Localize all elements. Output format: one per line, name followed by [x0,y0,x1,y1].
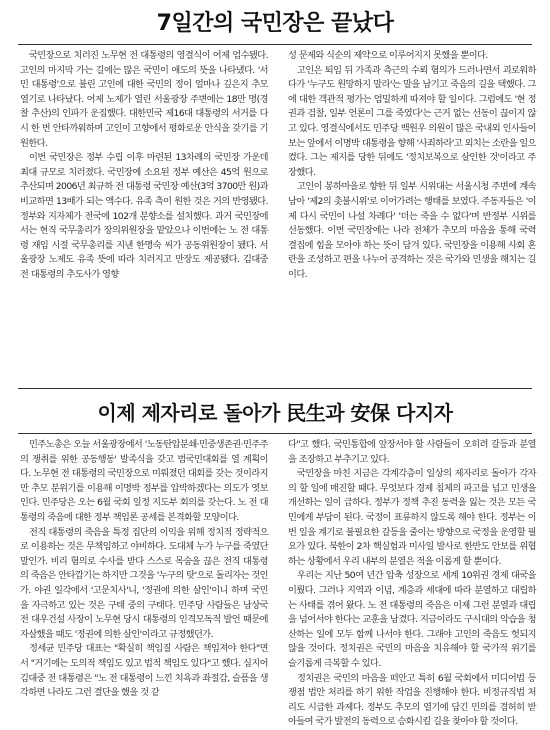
paragraph: 국민장으로 치러진 노무현 전 대통령의 영결식이 어제 엄수됐다. 고인의 마지막 가는 길에는 많은 국민이 애도의 뜻을 나타냈다. '서민 대통령'으로 불린 고인에 대한 국민의 정이 얼마나 깊은지 추모 열기로 나타났다. 어제 노제가 열린 서울광장 주변에는 18만 명(경찰 추산)의 인파가 운집했다. 대한민국 제16대 대통령의 서거를 다시 한 번 안타까워하며 고인이 고향에서 평화로운 안식을 갖기를 기원한다. [20,50,268,149]
section-divider [18,388,532,389]
article1-column-right [288,49,536,377]
headline-bottom: 이제 제자리로 돌아가 民生과 安保 다지자 [97,401,453,425]
paragraph: 정세균 민주당 대표는 "확실히 책임질 사람은 책임져야 한다"면서 "거기에는 도의적 책임도 있고 법적 책임도 있다"고 했다. 심지어 김대중 전 대통령은 "노 전 대통령이 느낀 치욕과 좌절감, 슬픔을 생각하면 나라도 그런 결단을 했을 것 같 [20,643,268,699]
headline-top: 7일간의 국민장은 끝났다 [156,11,394,36]
paragraph: 우리는 지난 50여 년간 압축 성장으로 세계 10위권 경제 대국을 이뤘다. 그러나 지역과 이념, 계층과 세대에 따라 분열하고 대립하는 사태를 겪어 왔다. 노 전 대통령의 죽음은 이제 그런 분열과 대립을 넘어서야 한다는 교훈을 남겼다. 지금이라도 구시대의 악습을 청산하는 일에 모두 함께 나서야 한다. 그래야 고인의 죽음도 헛되지 않을 것이다. 정치권은 국민의 마음을 치유해야 할 국가적 위기를 슬기롭게 극복할 수 있다. [288,570,536,669]
paragraph: 정치권은 국민의 마음을 떠안고 특히 6월 국회에서 미디어법 등 쟁점 법안 처리를 하기 위한 작업을 진행해야 한다. 비정규직법 처리도 시급한 과제다. 정부도 추모의 열기에 담긴 민의를 겸허히 받아들여 국가 발전의 동력으로 승화시킬 길을 찾아야 할 것이다. [288,672,536,728]
paragraph: 국민장을 마친 지금은 각계각층이 일상의 제자리로 돌아가 각자의 할 일에 매진할 때다. 무엇보다 경제 침체의 파고를 넘고 민생을 개선하는 일이 급하다. 정부가 정책 추진 동력을 잃는 것은 모든 국민에게 부담이 된다. 국정이 표류하지 않도록 해야 한다. 정부는 이번 일을 계기로 불필요한 갈등을 줄이는 방향으로 국정을 운영할 필요가 있다. 북한이 2차 핵실험과 미사일 발사로 한반도 안보를 위협하는 상황에서 우리 내부의 분열은 적을 이롭게 할 뿐이다. [288,468,536,567]
rule-bottom [18,433,532,434]
paragraph: 성 문제와 식순의 제약으로 이루어지지 못했을 뿐이다. [288,50,488,61]
paragraph: 다"고 했다. 국민통합에 앞장서야 할 사람들이 오히려 갈등과 분열을 조장하고 부추기고 있다. [288,439,536,465]
paragraph: 전직 대통령의 죽음을 특정 집단의 이익을 위해 정치적 정략적으로 이용하는 것은 무책임하고 야비하다. 도대체 누가 누구를 죽였단 말인가. 비리 혐의로 수사를 받다 스스로 목숨을 끊은 전직 대통령의 죽음은 안타깝기는 하지만 그것을 '누구의 탓'으로 돌리자는 것인가. 야권 일각에서 '고문치사'니, '정권에 의한 살인'이니 하며 국민을 자극하고 있는 것은 구태 중의 구태다. 민주당 사람들은 남상국 전 대우건설 사장이 노무현 당시 대통령의 인격모독적 발언 때문에 자살했을 때도 '정권에 의한 살인'이라고 규정했던가. [20,526,268,640]
article2-column-right [288,438,536,728]
article2-column-left [20,438,268,699]
paragraph: 민주노총은 오늘 서울광장에서 '노동탄압분쇄·민중생존권·민주주의 쟁취를 위한 공동행동' 발족식을 갖고 범국민대회를 열 계획이다. 노무현 전 대통령의 국민장으로 미뤄졌던 대회를 갖는 것이라지만 추모 분위기를 이용해 이명박 정부를 압박하겠다는 의도가 엿보인다. 민주당은 오는 6월 국회 일정 지도부 회의를 갖는다. 노 전 대통령의 죽음에 대한 정부 책임론 공세를 본격화할 모양이다. [20,439,268,523]
paragraph: 이번 국민장은 정부 수립 이후 마련된 13차례의 국민장 가운데 최대 규모로 치러졌다. 국민장에 소요된 정부 예산은 45억 원으로 추산되며 2006년 최규하 전 대통령 국민장 예산(3억 3700만 원)과 비교하면 13배가 되는 액수다. 유족 측이 원한 것은 거의 반영됐다. 정부와 지자체가 전국에 102개 분향소를 설치했다. 과거 국민장에서는 현직 국무총리가 장의위원장을 맡았으나 이번에는 노 전 대통령 재임 시절 국무총리를 지낸 한명숙 씨가 공동위원장이 됐다. 서울광장 노제도 유족 뜻에 따라 치러지고 만장도 제공됐다. 김대중 전 대통령의 추도사가 영향 [20,152,268,280]
rule-top [18,44,532,45]
paragraph: 고인은 퇴임 뒤 가족과 측근의 수뢰 혐의가 드러나면서 괴로워하다가 '누구도 원망하지 말라'는 말을 남기고 죽음의 길을 택했다. 그에 대한 객관적 평가는 엄밀하게 따져야 할 일이다. 그럼에도 '현 정권과 검찰, 일부 언론이 그를 죽였다'는 근거 없는 선동이 끊이지 않고 있다. 영결식에서도 민주당 백원우 의원이 많은 국내외 인사들이 보는 앞에서 이명박 대통령을 향해 '사죄하라'고 외치는 소란을 일으켰다. 그는 제지를 당한 뒤에도 '정치보복으로 살인한 것'이라고 주장했다. [288,64,536,178]
paragraph: 고인이 봉하마을로 향한 뒤 일부 시위대는 서울시청 주변에 계속 남아 '제2의 촛불시위'로 이어가려는 행태를 보였다. 주동자들은 '이제 다시 국민이 나설 차례다' '더는 죽을 수 없다'며 반정부 시위를 선동했다. 이번 국민장에는 나라 전체가 추모의 마음을 통해 국력 결집에 힘을 모아야 하는 뜻이 담겨 있다. 국민장을 이용해 사회 혼란을 조성하고 편을 나누어 공격하는 것은 국가와 민생을 해치는 길이다. [288,181,536,280]
article1-column-left [20,49,268,377]
